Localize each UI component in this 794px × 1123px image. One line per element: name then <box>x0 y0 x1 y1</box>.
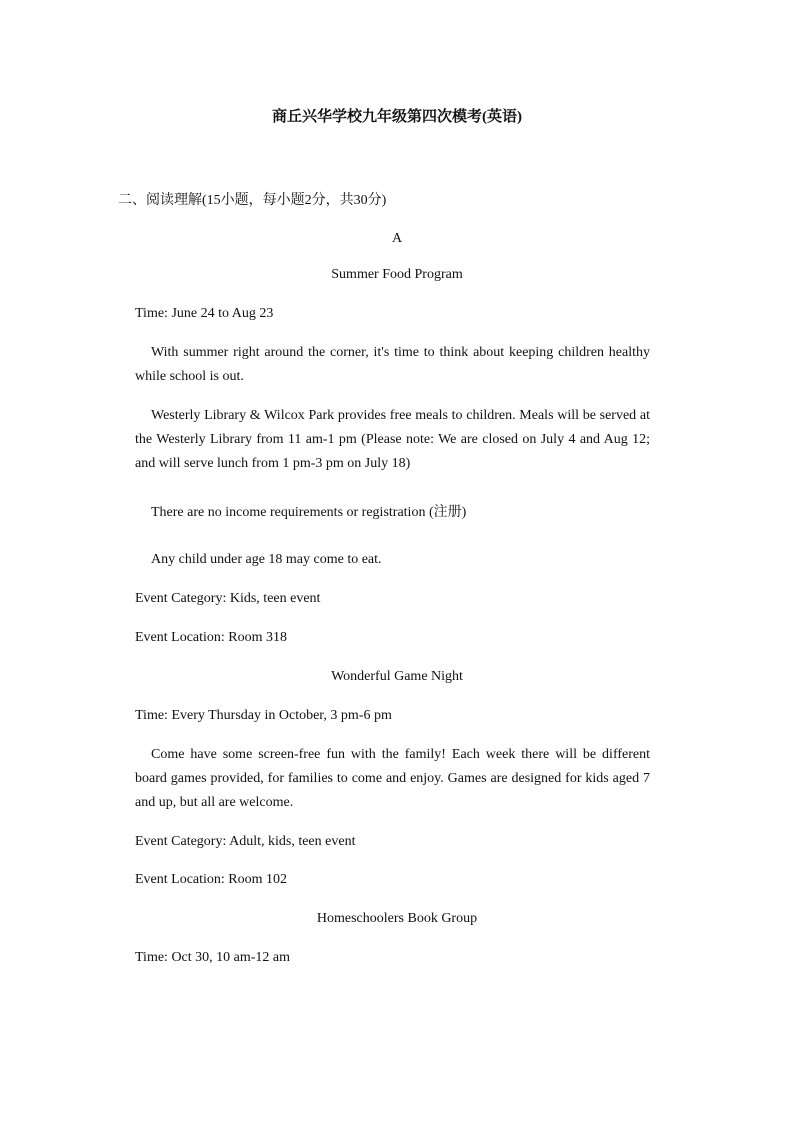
event-paragraph: With summer right around the corner, it's time to think about keeping children healthy while school is out. <box>135 345 650 384</box>
event-category: Event Category: Adult, kids, teen event <box>135 834 356 849</box>
event-time: Time: Oct 30, 10 am-12 am <box>135 950 291 965</box>
event-time: Time: June 24 to Aug 23 <box>135 306 274 321</box>
event-paragraph: Come have some screen-free fun with the family! Each week there will be different board games provided, for families to come and enjoy. Games are designed for kids aged 7 and up, but all are welcome. <box>135 747 650 810</box>
event-location: Event Location: Room 102 <box>135 872 288 887</box>
section-heading: 二、阅读理解(15小题，每小题2分，共30分) <box>118 193 387 208</box>
event-time: Time: Every Thursday in October, 3 pm-6 pm <box>135 708 392 723</box>
event-paragraph: Any child under age 18 may come to eat. <box>151 552 382 567</box>
event-title-homeschoolers-book-group: Homeschoolers Book Group <box>316 911 478 926</box>
passage-label: A <box>391 231 403 246</box>
event-title-summer-food-program: Summer Food Program <box>331 267 463 282</box>
document-title: 商丘兴华学校九年级第四次模考(英语) <box>272 109 522 125</box>
event-location: Event Location: Room 318 <box>135 630 288 645</box>
event-category: Event Category: Kids, teen event <box>135 591 321 606</box>
event-paragraph: There are no income requirements or registration (注册) <box>151 505 467 520</box>
event-paragraph: Westerly Library & Wilcox Park provides free meals to children. Meals will be served at the Westerly Library from 11 am-1 pm (Please note: We are closed on July 4 and Aug 12; and will serve lunch from 1 pm-3 pm on July 18) <box>135 408 650 471</box>
event-title-wonderful-game-night: Wonderful Game Night <box>331 669 463 684</box>
